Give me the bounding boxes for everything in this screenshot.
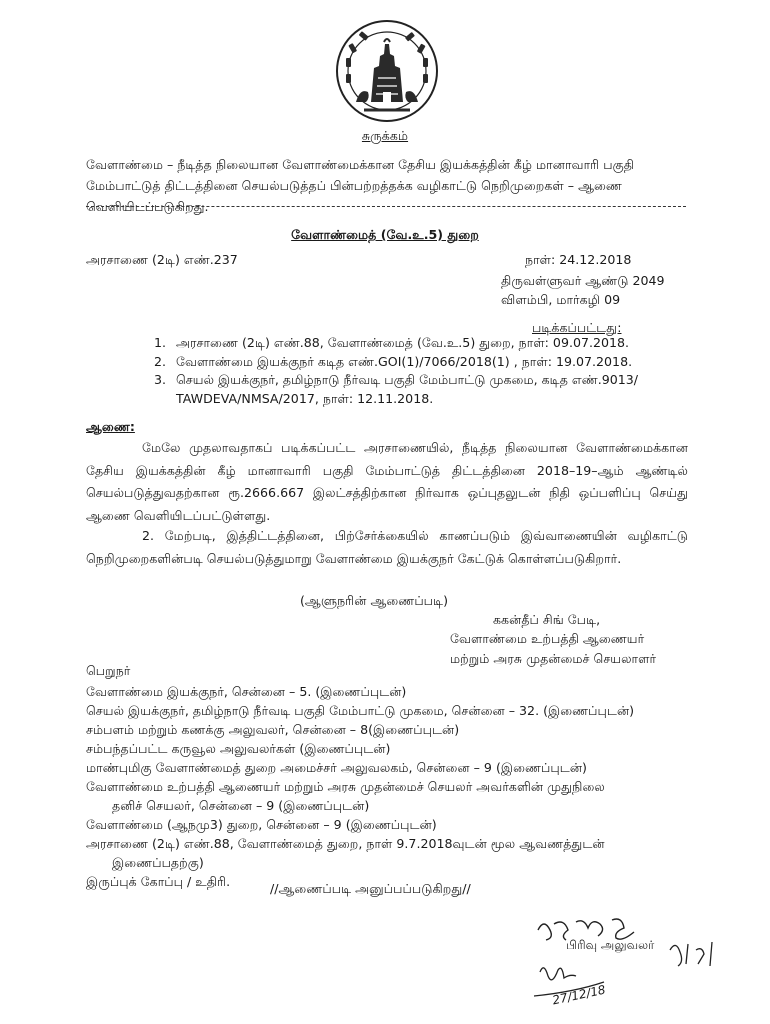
recipient-item: சம்பந்தப்பட்ட கருவூல அலுவலர்கள் (இணைப்புடன்)	[86, 741, 391, 756]
tamil-month-date: விளம்பி, மார்கழி 09	[501, 292, 621, 307]
recipient-item-continued: இணைப்பதற்கு)	[112, 855, 204, 870]
order-paragraph-2	[86, 525, 688, 570]
reference-item: 1. அரசாணை (2டி) எண்.88, வேளாண்மைத் (வே.உ.5) துறை, நாள்: 09.07.2018.	[170, 334, 730, 353]
go-date: நாள்: 24.12.2018	[525, 252, 632, 267]
recipient-item: வேளாண்மை இயக்குநர், சென்னை – 5. (இணைப்புடன்)	[86, 684, 407, 699]
separator-line	[86, 206, 686, 215]
by-order-of-governor: (ஆளுநரின் ஆணைப்படி)	[300, 593, 448, 608]
signatory-title-2: மற்றும் அரசு முதன்மைச் செயலாளர்	[450, 651, 657, 666]
recipients-heading: பெறுநர்	[86, 663, 131, 678]
section-officer-label: பிரிவு அலுவலர்	[566, 938, 655, 952]
read-heading: படிக்கப்பட்டது:	[532, 320, 622, 335]
order-heading: ஆணை:	[86, 419, 135, 434]
handwritten-date: 27/12/18	[551, 982, 607, 1008]
recipient-item: சம்பளம் மற்றும் கணக்கு அலுவலர், சென்னை – 8(இணைப்புடன்)	[86, 722, 460, 737]
recipient-item: அரசாணை (2டி) எண்.88, வேளாண்மைத் துறை, நாள் 9.7.2018வுடன் மூல ஆவணத்துடன்	[86, 836, 605, 851]
department-heading: வேளாண்மைத் (வே.உ.5) துறை	[291, 227, 479, 242]
thiruvalluvar-year: திருவள்ளுவர் ஆண்டு 2049	[501, 273, 665, 288]
signatory-title-1: வேளாண்மை உற்பத்தி ஆணையர்	[450, 631, 645, 646]
recipient-item: இருப்புக் கோப்பு / உதிரி.	[86, 874, 231, 889]
reference-item: 2. வேளாண்மை இயக்குநர் கடித எண்.GOI(1)/7066/2018(1) , நாள்: 19.07.2018.	[170, 353, 730, 372]
recipient-item-continued: தனிச் செயலர், சென்னை – 9 (இணைப்புடன்)	[112, 798, 370, 813]
summary-title: சுருக்கம்	[361, 128, 409, 143]
summary-text: வேளாண்மை – நீடித்த நிலையான வேளாண்மைக்கான தேசிய இயக்கத்தின் கீழ் மானாவாரி பகுதி மேம்பாட்டுத் திட்டத்தினை செயல்படுத்தப் பின்பற்றத்தக்க வழிகாட்டு நெறிமுறைகள் – ஆணை வெளியிடப்படுகிறது.	[86, 157, 635, 214]
recipient-item: வேளாண்மை (ஆநமு3) துறை, சென்னை – 9 (இணைப்புடன்)	[86, 817, 437, 832]
signatory-name: ககன்தீப் சிங் பேடி,	[493, 612, 601, 627]
recipient-item: செயல் இயக்குநர், தமிழ்நாடு நீர்வடி பகுதி மேம்பாட்டு முகமை, சென்னை – 32. (இணைப்புடன்)	[86, 703, 635, 718]
recipient-item: மாண்புமிகு வேளாண்மைத் துறை அமைச்சர் அலுவலகம், சென்னை – 9 (இணைப்புடன்)	[86, 760, 587, 775]
recipient-list	[86, 682, 726, 891]
reference-list	[130, 334, 730, 408]
tamil-nadu-emblem-seal	[334, 18, 440, 124]
forwarded-by-order: //ஆணைப்படி அனுப்பப்படுகிறது//	[270, 881, 471, 896]
order-paragraph-1-text: மேலே முதலாவதாகப் படிக்கப்பட்ட அரசாணையில், நீடித்த நிலையான வேளாண்மைக்கான தேசிய இயக்கத்தின் கீழ் மானாவாரி பகுதி மேம்பாட்டுத் திட்டத்தினை 2018–19–ஆம் ஆண்டில் செயல்படுத்துவதற்கான ரூ.2666.667 இலட்சத்திற்கான நிர்வாக ஒப்புதலுடன் நிதி ஒப்பளிப்பு செய்து ஆணை வெளியிடப்பட்டுள்ளது.	[86, 440, 688, 523]
order-paragraph-2-text: 2. மேற்படி, இத்திட்டத்தினை, பிற்சேர்க்கையில் காணப்படும் இவ்வாணையின் வழிகாட்டு நெறிமுறைகளின்படி செயல்படுத்துமாறு வேளாண்மை இயக்குநர் கேட்டுக் கொள்ளப்படுகிறார்.	[86, 528, 688, 566]
order-paragraph-1	[86, 437, 688, 527]
reference-item: 3. செயல் இயக்குநர், தமிழ்நாடு நீர்வடி பகுதி மேம்பாட்டு முகமை, கடித எண்.9013/ TAWDEVA/NMSA/2017, நாள்: 12.11.2018.	[170, 371, 730, 408]
go-number: அரசாணை (2டி) எண்.237	[86, 252, 238, 267]
recipient-item: வேளாண்மை உற்பத்தி ஆணையர் மற்றும் அரசு முதன்மைச் செயலர் அவர்களின் முதுநிலை	[86, 779, 605, 794]
